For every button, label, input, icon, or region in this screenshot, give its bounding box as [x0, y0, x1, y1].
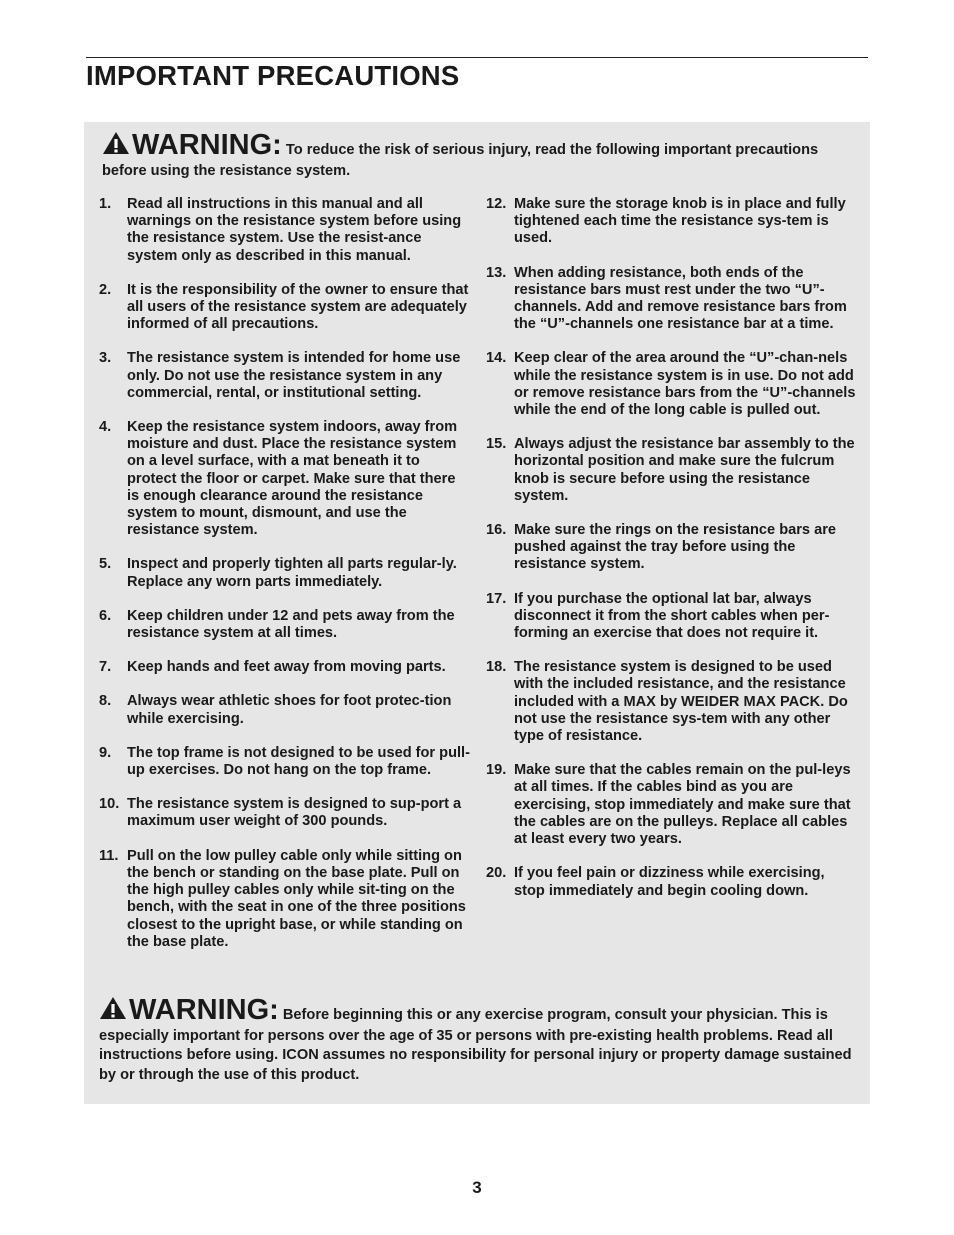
item-text: The resistance system is designed to be used with the included resistance, and the resistance included with a MAX by WEIDER MAX PACK. Do not use the resistance sys-tem with any other type of resistance.	[514, 659, 848, 745]
top-divider	[86, 57, 868, 58]
warning-text: Before beginning this or any exercise program, consult your physician. This is especially important for persons over the age of 35 or persons with pre-existing health problems. Read all instructions before using. ICON assumes no responsibility for personal injury or property damage sustained by or through the use of this product.	[99, 1007, 852, 1083]
item-number: 2.	[99, 281, 112, 298]
item-text: Always wear athletic shoes for foot protec-tion while exercising.	[127, 693, 452, 727]
list-item	[99, 350, 471, 402]
item-number: 10.	[99, 796, 120, 813]
warning-text: To reduce the risk of serious injury, read the following important precautions before using the resistance system.	[102, 142, 819, 179]
warning-disclaimer	[99, 996, 859, 1085]
list-item	[99, 419, 471, 539]
list-item	[486, 865, 858, 899]
item-number: 12.	[486, 196, 507, 212]
precautions-column-left	[99, 196, 471, 968]
list-item	[486, 659, 858, 745]
precautions-column-right	[486, 196, 858, 917]
list-item	[486, 762, 858, 848]
item-text: Keep the resistance system indoors, away from moisture and dust. Place the resistance system on a level surface, with a mat beneath it to protect the floor or carpet. Make sure that there is enough clearance around the resistance system to mount, dismount, and use the resistance system.	[127, 419, 458, 539]
list-item	[99, 796, 471, 830]
item-text: Make sure that the cables remain on the pul-leys at all times. If the cables bind as you are exercising, stop immediately and make sure that the cables are on the pulleys. Replace all cables at least every two years.	[514, 762, 851, 848]
item-text: Make sure the storage knob is in place and fully tightened each time the resistance sys-tem is used.	[514, 196, 846, 247]
item-number: 5.	[99, 556, 112, 573]
item-number: 15.	[486, 436, 507, 453]
list-item	[486, 196, 858, 248]
item-number: 17.	[486, 590, 507, 607]
item-text: Make sure the rings on the resistance bars are pushed against the tray before using the resistance system.	[514, 522, 837, 573]
list-item	[99, 608, 471, 642]
item-number: 9.	[99, 744, 112, 761]
list-item	[99, 282, 471, 334]
item-number: 3.	[99, 350, 112, 367]
list-item	[486, 436, 858, 505]
item-number: 1.	[99, 196, 112, 212]
item-text: If you purchase the optional lat bar, always disconnect it from the short cables when per-forming an exercise that does not require it.	[514, 590, 830, 642]
item-text: The resistance system is designed to sup-port a maximum user weight of 300 pounds.	[127, 796, 462, 830]
item-number: 7.	[99, 659, 112, 676]
list-item	[99, 848, 471, 951]
item-number: 19.	[486, 762, 507, 779]
item-number: 14.	[486, 350, 507, 367]
warning-triangle-icon	[102, 131, 130, 162]
item-text: Read all instructions in this manual and all warnings on the resistance system before using the resistance system. Use the resist-ance system only as described in this manual.	[127, 196, 462, 264]
page-title: IMPORTANT PRECAUTIONS	[86, 60, 460, 91]
item-text: If you feel pain or dizziness while exercising, stop immediately and begin cooling down.	[514, 865, 825, 899]
item-text: The top frame is not designed to be used for pull-up exercises. Do not hang on the top frame.	[127, 744, 470, 779]
item-text: Pull on the low pulley cable only while sitting on the bench or standing on the base plate. Pull on the high pulley cables only while sit-ting on the bench, with the seat in one of the three positions closest to the upright base, or while standing on the base plate.	[127, 847, 466, 950]
item-number: 11.	[99, 847, 119, 864]
item-number: 8.	[99, 693, 112, 710]
warning-label: WARNING:	[132, 129, 282, 161]
list-item	[99, 196, 471, 265]
page-number: 3	[472, 1178, 482, 1197]
item-number: 20.	[486, 865, 507, 882]
item-text: Keep clear of the area around the “U”-chan-nels while the resistance system is in use. Do not add or remove resistance bars from the “U”-channels while the end of the long cable is pulled out.	[514, 350, 856, 419]
list-item	[99, 556, 471, 590]
list-item	[486, 522, 858, 574]
item-number: 18.	[486, 659, 507, 676]
list-item	[486, 265, 858, 334]
list-item	[99, 693, 471, 727]
item-text: When adding resistance, both ends of the resistance bars must rest under the two “U”-channels. Add and remove resistance bars from the “U”-channels one resistance bar at a time.	[514, 264, 847, 333]
item-number: 13.	[486, 264, 507, 281]
list-item	[486, 350, 858, 419]
list-item	[99, 659, 471, 676]
item-text: Inspect and properly tighten all parts regular-ly. Replace any worn parts immediately.	[127, 556, 457, 590]
item-text: The resistance system is intended for home use only. Do not use the resistance system in any commercial, rental, or institutional setting.	[127, 350, 461, 401]
item-text: It is the responsibility of the owner to ensure that all users of the resistance system are adequately informed of all precautions.	[127, 281, 469, 333]
warning-intro	[102, 131, 862, 181]
list-item	[486, 591, 858, 643]
warning-triangle-icon	[99, 996, 127, 1027]
item-number: 6.	[99, 607, 112, 624]
warning-label: WARNING:	[129, 994, 279, 1026]
item-text: Always adjust the resistance bar assembly to the horizontal position and make sure the fulcrum knob is secure before using the resistance system.	[514, 436, 855, 504]
item-text: Keep children under 12 and pets away from the resistance system at all times.	[127, 607, 455, 642]
list-item	[99, 745, 471, 779]
item-number: 16.	[486, 522, 507, 539]
item-number: 4.	[99, 419, 112, 436]
item-text: Keep hands and feet away from moving parts.	[127, 659, 446, 676]
